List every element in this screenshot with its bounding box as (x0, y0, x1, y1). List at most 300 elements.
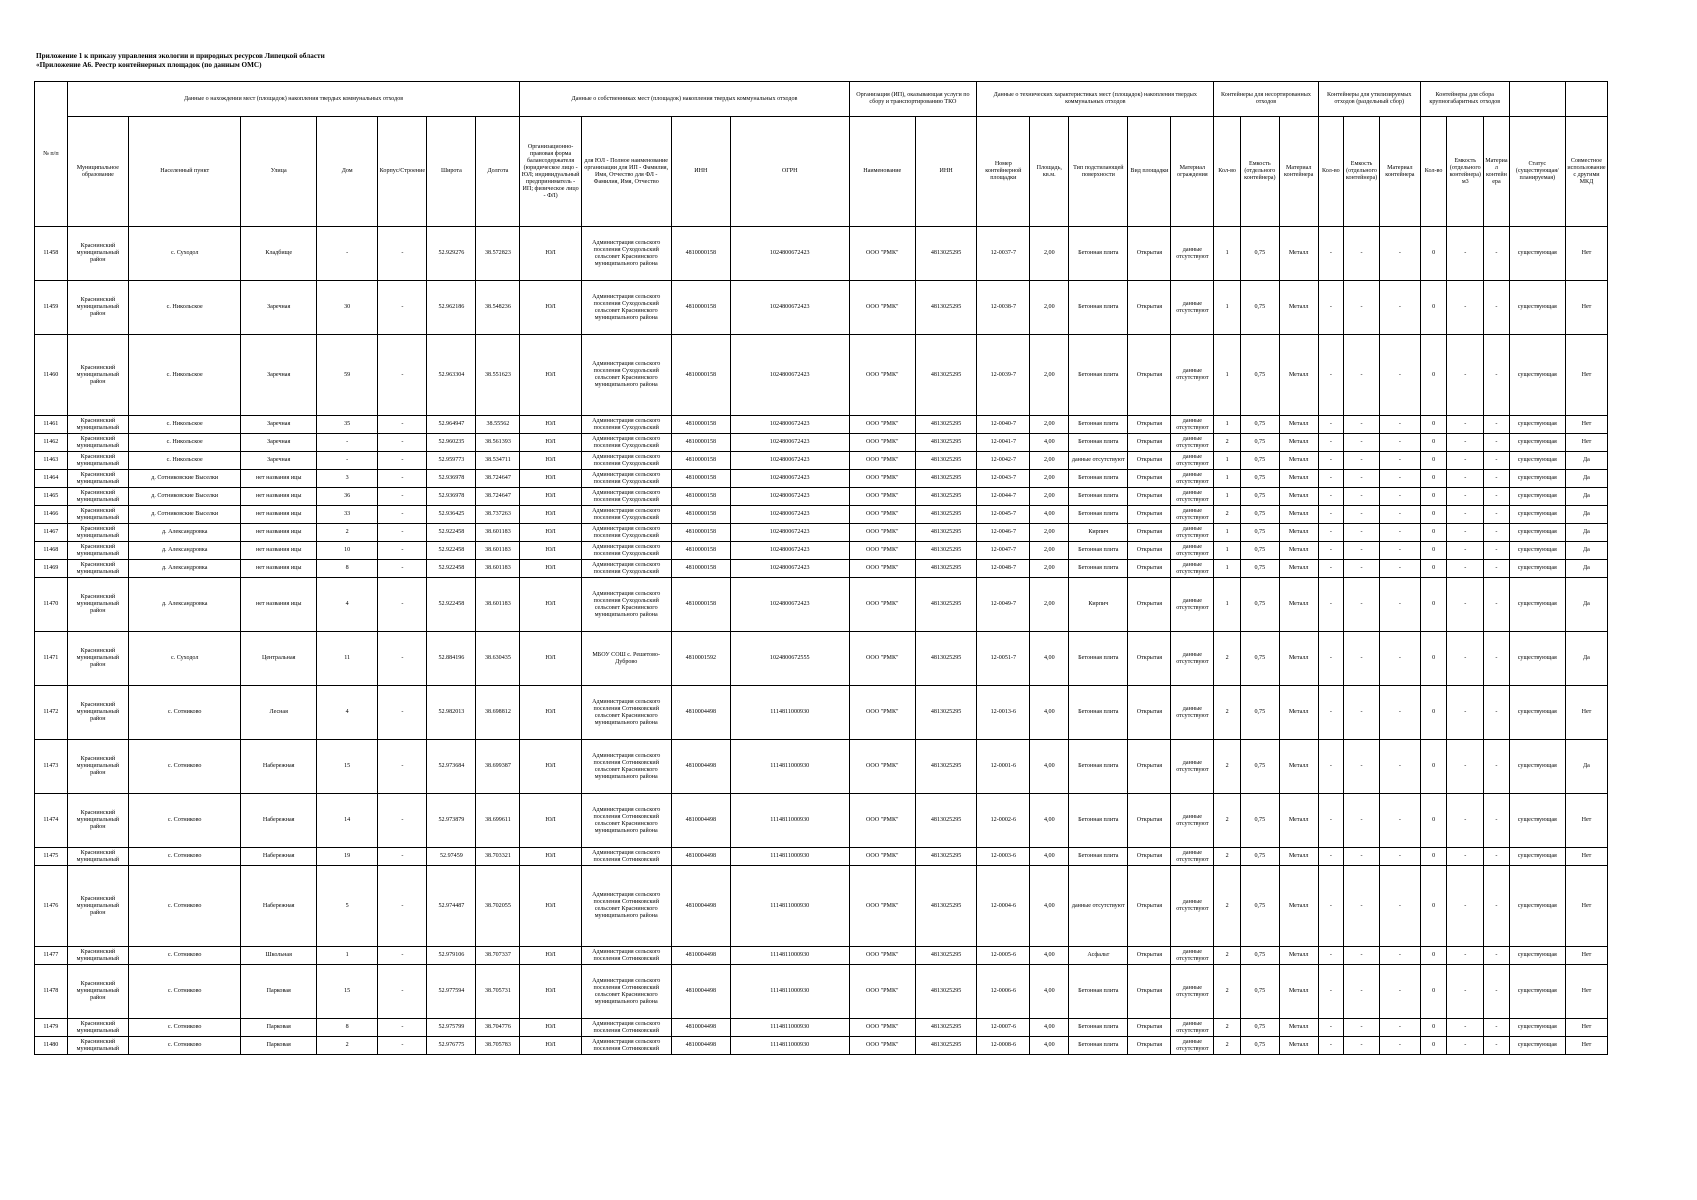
table-header (35, 82, 1608, 227)
table-cell: 4813025295 (915, 416, 976, 434)
table-cell: 38.572823 (476, 227, 520, 281)
table-row (35, 686, 1608, 740)
table-cell: 52.982013 (427, 686, 476, 740)
table-cell: Администрация сельского поселения Суходольский (581, 506, 671, 524)
table-cell: 0 (1420, 335, 1447, 416)
table-cell: 2 (1214, 686, 1241, 740)
table-cell: Набережная (241, 866, 317, 947)
table-cell: Открытая (1128, 335, 1171, 416)
table-cell: 4813025295 (915, 686, 976, 740)
col-qty: Кол-во (1214, 117, 1241, 227)
table-cell: - (1484, 434, 1510, 452)
table-cell: - (378, 335, 427, 416)
table-cell: 0,75 (1240, 281, 1279, 335)
table-cell: Металл (1279, 965, 1318, 1019)
table-cell: - (1447, 848, 1484, 866)
table-cell: данные отсутствуют (1171, 1019, 1214, 1037)
table-row (35, 434, 1608, 452)
table-cell: Бетонная плита (1069, 434, 1128, 452)
table-cell: - (1318, 416, 1344, 434)
table-cell: 4813025295 (915, 1019, 976, 1037)
table-cell: Краснинский муниципальный район (67, 227, 128, 281)
table-cell: 0 (1420, 632, 1447, 686)
table-cell: ООО "РМК" (849, 416, 915, 434)
table-cell: - (1344, 524, 1380, 542)
table-cell: Нет (1565, 227, 1607, 281)
table-cell: - (1344, 740, 1380, 794)
table-cell: 4813025295 (915, 470, 976, 488)
table-cell: 11458 (35, 227, 68, 281)
table-cell: Бетонная плита (1069, 488, 1128, 506)
table-cell: 1114811000930 (730, 794, 849, 848)
table-cell: Краснинский муниципальный (67, 524, 128, 542)
table-cell: 15 (317, 740, 378, 794)
table-cell: - (378, 1019, 427, 1037)
table-cell: 8 (317, 1019, 378, 1037)
table-cell: 12-0049-7 (977, 578, 1030, 632)
table-cell: 11467 (35, 524, 68, 542)
table-cell: Школьная (241, 947, 317, 965)
table-cell: существующая (1509, 542, 1565, 560)
table-cell: Открытая (1128, 794, 1171, 848)
table-cell: д. Александровка (129, 524, 241, 542)
table-cell: с. Сотниково (129, 686, 241, 740)
table-cell: 1 (1214, 560, 1241, 578)
table-cell: - (1379, 524, 1420, 542)
table-cell: Да (1565, 524, 1607, 542)
table-cell: существующая (1509, 947, 1565, 965)
table-cell: 12-0038-7 (977, 281, 1030, 335)
col-shared: Совместное использование с другими МКД (1565, 117, 1607, 227)
table-cell: Парковая (241, 965, 317, 1019)
table-cell: Металл (1279, 560, 1318, 578)
col-latitude: Широта (427, 117, 476, 227)
table-cell: 11476 (35, 866, 68, 947)
table-cell: нет названия ицы (241, 578, 317, 632)
table-cell: - (1447, 470, 1484, 488)
table-cell: 4810000158 (671, 281, 730, 335)
table-cell: с. Сотниково (129, 848, 241, 866)
table-cell: 11468 (35, 542, 68, 560)
table-row (35, 335, 1608, 416)
table-cell: ЮЛ (520, 740, 581, 794)
table-cell: 11464 (35, 470, 68, 488)
table-cell: 4813025295 (915, 524, 976, 542)
table-cell: - (1484, 965, 1510, 1019)
table-cell: 38.561393 (476, 434, 520, 452)
table-cell: Администрация сельского поселения Сотниковский сельсовет Краснинского муниципального района (581, 740, 671, 794)
group-header-row (35, 82, 1608, 117)
group-bulky: Контейнеры для сбора крупногабаритных отходов (1420, 82, 1509, 117)
table-cell: 0 (1420, 740, 1447, 794)
table-cell: Открытая (1128, 686, 1171, 740)
table-cell: - (1379, 632, 1420, 686)
table-cell: Администрация сельского поселения Сотниковский сельсовет Краснинского муниципального района (581, 794, 671, 848)
header-line-1: Приложение 1 к приказу управления экологии и природных ресурсов Липецкой области (36, 52, 325, 60)
col-org-name: Наименование (849, 117, 915, 227)
table-cell: - (1344, 281, 1380, 335)
table-cell: данные отсутствуют (1171, 416, 1214, 434)
table-cell: Открытая (1128, 434, 1171, 452)
table-cell: Асфальт (1069, 947, 1128, 965)
table-cell: 38.704776 (476, 1019, 520, 1037)
table-cell: Открытая (1128, 1019, 1171, 1037)
table-cell: - (1484, 470, 1510, 488)
table-cell: - (1318, 506, 1344, 524)
table-cell: 52.97459 (427, 848, 476, 866)
table-cell: - (378, 947, 427, 965)
table-cell: Открытая (1128, 281, 1171, 335)
table-row (35, 1019, 1608, 1037)
table-cell: - (1447, 794, 1484, 848)
table-cell: 52.936978 (427, 488, 476, 506)
table-cell: 0 (1420, 542, 1447, 560)
table-cell: д. Сотниковские Выселки (129, 506, 241, 524)
table-cell: 12-0002-6 (977, 794, 1030, 848)
table-cell: существующая (1509, 686, 1565, 740)
table-cell: существующая (1509, 632, 1565, 686)
col-material-bulky: Материал контейнера (1484, 117, 1510, 227)
table-cell: - (378, 281, 427, 335)
table-cell: 1114811000930 (730, 848, 849, 866)
table-cell: Металл (1279, 488, 1318, 506)
table-cell: 0,75 (1240, 686, 1279, 740)
table-cell: - (317, 434, 378, 452)
table-cell: Администрация сельского поселения Сотниковский (581, 848, 671, 866)
table-cell: - (1344, 965, 1380, 1019)
table-cell: 36 (317, 488, 378, 506)
table-cell: Металл (1279, 524, 1318, 542)
table-cell: 12-0046-7 (977, 524, 1030, 542)
table-cell: 1024800672555 (730, 632, 849, 686)
table-cell: 4813025295 (915, 740, 976, 794)
table-cell: Бетонная плита (1069, 227, 1128, 281)
table-cell: ЮЛ (520, 794, 581, 848)
table-cell: ООО "РМК" (849, 686, 915, 740)
table-cell: с. Суходол (129, 227, 241, 281)
table-cell: ЮЛ (520, 416, 581, 434)
table-cell: Краснинский муниципальный (67, 947, 128, 965)
table-cell: 1024800672423 (730, 281, 849, 335)
table-cell: Металл (1279, 866, 1318, 947)
table-cell: 2 (1214, 740, 1241, 794)
table-cell: - (1484, 335, 1510, 416)
table-cell: существующая (1509, 1019, 1565, 1037)
table-cell: - (1318, 452, 1344, 470)
table-cell: 0 (1420, 281, 1447, 335)
table-cell: - (1344, 470, 1380, 488)
header-line-2: «Приложение А6. Реестр контейнерных площадок (по данным ОМС) (36, 61, 262, 69)
table-cell: - (1318, 578, 1344, 632)
table-cell: нет названия ицы (241, 560, 317, 578)
group-unsorted: Контейнеры для несортированных отходов (1214, 82, 1318, 117)
table-cell: Открытая (1128, 965, 1171, 1019)
table-cell: - (378, 452, 427, 470)
table-cell: Да (1565, 470, 1607, 488)
table-cell: Бетонная плита (1069, 794, 1128, 848)
table-cell: - (378, 848, 427, 866)
table-cell: с. Сотниково (129, 866, 241, 947)
table-row (35, 452, 1608, 470)
table-cell: 52.922458 (427, 542, 476, 560)
table-cell: ЮЛ (520, 227, 581, 281)
table-cell: 11477 (35, 947, 68, 965)
table-cell: ЮЛ (520, 848, 581, 866)
table-cell: существующая (1509, 740, 1565, 794)
table-cell: 52.922458 (427, 578, 476, 632)
table-cell: - (1447, 281, 1484, 335)
table-cell: Металл (1279, 227, 1318, 281)
table-cell: ЮЛ (520, 1037, 581, 1055)
table-cell: Открытая (1128, 524, 1171, 542)
table-cell: 2 (317, 1037, 378, 1055)
table-cell: 2 (1214, 794, 1241, 848)
table-cell: - (1318, 524, 1344, 542)
table-cell: МБОУ СОШ с. Решетово-Дуброво (581, 632, 671, 686)
table-cell: Нет (1565, 416, 1607, 434)
table-cell: с. Сотниково (129, 947, 241, 965)
table-row (35, 416, 1608, 434)
table-cell: 0,75 (1240, 434, 1279, 452)
table-cell: Краснинский муниципальный район (67, 686, 128, 740)
table-cell: Краснинский муниципальный район (67, 965, 128, 1019)
table-cell: - (1484, 506, 1510, 524)
table-cell: Открытая (1128, 542, 1171, 560)
table-cell: 4,00 (1030, 965, 1069, 1019)
table-cell: - (1447, 947, 1484, 965)
table-cell: 52.963304 (427, 335, 476, 416)
table-cell: 52.960235 (427, 434, 476, 452)
table-cell: 0 (1420, 470, 1447, 488)
table-cell: 52.973684 (427, 740, 476, 794)
table-cell: 2,00 (1030, 542, 1069, 560)
table-cell: 12-0051-7 (977, 632, 1030, 686)
table-cell: 1114811000930 (730, 1037, 849, 1055)
table-cell: 0 (1420, 227, 1447, 281)
table-cell: Заречная (241, 434, 317, 452)
table-cell: существующая (1509, 227, 1565, 281)
table-cell: 38.548236 (476, 281, 520, 335)
table-cell: Бетонная плита (1069, 542, 1128, 560)
table-cell: - (1447, 227, 1484, 281)
table-cell: Парковая (241, 1037, 317, 1055)
table-cell: 4813025295 (915, 542, 976, 560)
table-cell: 2 (1214, 947, 1241, 965)
table-cell: - (1484, 542, 1510, 560)
col-street: Улица (241, 117, 317, 227)
table-cell: - (1484, 740, 1510, 794)
table-row (35, 488, 1608, 506)
table-cell: - (1379, 227, 1420, 281)
table-row (35, 227, 1608, 281)
table-cell: - (378, 578, 427, 632)
table-cell: 12-0013-6 (977, 686, 1030, 740)
table-cell: 4,00 (1030, 740, 1069, 794)
table-cell: - (1447, 524, 1484, 542)
table-row (35, 560, 1608, 578)
table-cell: Краснинский муниципальный район (67, 794, 128, 848)
table-cell: - (1379, 794, 1420, 848)
table-cell: 38.699611 (476, 794, 520, 848)
table-cell: ЮЛ (520, 542, 581, 560)
table-cell: 0 (1420, 947, 1447, 965)
table-cell: 1114811000930 (730, 740, 849, 794)
table-cell: с. Суходол (129, 632, 241, 686)
table-cell: 5 (317, 866, 378, 947)
table-cell: данные отсутствуют (1171, 740, 1214, 794)
table-cell: 4813025295 (915, 434, 976, 452)
table-cell: - (1447, 866, 1484, 947)
table-cell: 4810000158 (671, 488, 730, 506)
table-cell: - (1484, 1037, 1510, 1055)
table-cell: 1024800672423 (730, 335, 849, 416)
table-cell: 0 (1420, 965, 1447, 1019)
table-cell: Администрация сельского поселения Суходольский сельсовет Краснинского муниципального района (581, 578, 671, 632)
table-cell: - (1379, 947, 1420, 965)
table-cell: 0,75 (1240, 1037, 1279, 1055)
table-cell: - (1447, 335, 1484, 416)
table-cell: данные отсутствуют (1171, 542, 1214, 560)
table-cell: Да (1565, 740, 1607, 794)
table-cell: 52.959773 (427, 452, 476, 470)
table-cell: 38.534711 (476, 452, 520, 470)
table-cell: ЮЛ (520, 686, 581, 740)
table-cell: - (1379, 686, 1420, 740)
table-cell: с. Никольское (129, 416, 241, 434)
table-cell: Нет (1565, 1019, 1607, 1037)
table-cell: Нет (1565, 434, 1607, 452)
table-cell: 1024800672423 (730, 524, 849, 542)
table-cell: данные отсутствуют (1171, 866, 1214, 947)
table-cell: - (1447, 965, 1484, 1019)
table-cell: 4,00 (1030, 1019, 1069, 1037)
table-cell: 4813025295 (915, 281, 976, 335)
registry-table (34, 81, 1608, 1055)
table-cell: 2 (1214, 848, 1241, 866)
table-cell: - (378, 632, 427, 686)
table-cell: 11479 (35, 1019, 68, 1037)
table-cell: - (1484, 578, 1510, 632)
col-org-inn: ИНН (915, 117, 976, 227)
col-material: Материал контейнера (1279, 117, 1318, 227)
table-cell: Бетонная плита (1069, 632, 1128, 686)
table-cell: - (1447, 416, 1484, 434)
table-cell: ЮЛ (520, 488, 581, 506)
table-row (35, 965, 1608, 1019)
table-cell: - (1318, 1037, 1344, 1055)
table-cell: - (1318, 794, 1344, 848)
table-cell: 12-0048-7 (977, 560, 1030, 578)
table-cell: с. Сотниково (129, 794, 241, 848)
table-cell: 1024800672423 (730, 416, 849, 434)
table-cell: Кладбище (241, 227, 317, 281)
table-cell: Металл (1279, 542, 1318, 560)
table-row (35, 542, 1608, 560)
table-cell: данные отсутствуют (1069, 452, 1128, 470)
table-cell: 4,00 (1030, 866, 1069, 947)
table-cell: 38.724647 (476, 488, 520, 506)
table-cell: данные отсутствуют (1171, 947, 1214, 965)
table-cell: 11460 (35, 335, 68, 416)
table-cell: 2,00 (1030, 416, 1069, 434)
table-cell: 1024800672423 (730, 542, 849, 560)
table-cell: 1024800672423 (730, 578, 849, 632)
table-row (35, 281, 1608, 335)
table-cell: Металл (1279, 1019, 1318, 1037)
table-cell: 1114811000930 (730, 866, 849, 947)
table-body (35, 227, 1608, 1055)
table-cell: 1 (1214, 470, 1241, 488)
table-cell: 2 (1214, 506, 1241, 524)
table-cell: 4813025295 (915, 560, 976, 578)
col-status: Статус (существующая/ планируемая) (1509, 117, 1565, 227)
table-cell: - (1379, 740, 1420, 794)
table-cell: 12-0006-6 (977, 965, 1030, 1019)
table-cell: Нет (1565, 947, 1607, 965)
table-cell: с. Сотниково (129, 740, 241, 794)
table-cell: с. Сотниково (129, 1037, 241, 1055)
table-cell: данные отсутствуют (1171, 488, 1214, 506)
table-cell: нет названия ицы (241, 470, 317, 488)
group-organization: Организация (ИП), оказывающая услуги по сбору и транспортированию ТКО (849, 82, 977, 117)
table-cell: 4,00 (1030, 686, 1069, 740)
table-cell: существующая (1509, 578, 1565, 632)
table-cell: 12-0040-7 (977, 416, 1030, 434)
table-cell: Нет (1565, 686, 1607, 740)
table-cell: Металл (1279, 848, 1318, 866)
table-cell: 0 (1420, 794, 1447, 848)
table-cell: существующая (1509, 281, 1565, 335)
table-cell: 4810004498 (671, 866, 730, 947)
table-cell: - (1447, 452, 1484, 470)
table-cell: существующая (1509, 470, 1565, 488)
table-cell: - (1318, 434, 1344, 452)
table-cell: - (1379, 866, 1420, 947)
table-cell: 52.922458 (427, 524, 476, 542)
table-cell: д. Александровка (129, 542, 241, 560)
table-cell: - (1484, 227, 1510, 281)
table-cell: 12-0007-6 (977, 1019, 1030, 1037)
table-cell: Нет (1565, 281, 1607, 335)
table-row (35, 740, 1608, 794)
table-cell: Нет (1565, 1037, 1607, 1055)
table-cell: 2,00 (1030, 281, 1069, 335)
table-cell: Краснинский муниципальный (67, 452, 128, 470)
table-cell: данные отсутствуют (1171, 506, 1214, 524)
table-cell: - (1484, 281, 1510, 335)
table-cell: 4 (317, 686, 378, 740)
table-cell: ЮЛ (520, 524, 581, 542)
table-cell: 0,75 (1240, 848, 1279, 866)
table-cell: 52.884196 (427, 632, 476, 686)
table-cell: - (1484, 866, 1510, 947)
table-cell: 52.964947 (427, 416, 476, 434)
table-cell: с. Сотниково (129, 965, 241, 1019)
col-building: Корпус/Строение (378, 117, 427, 227)
table-cell: 4810004498 (671, 848, 730, 866)
table-cell: - (1344, 560, 1380, 578)
table-cell: Металл (1279, 335, 1318, 416)
table-cell: - (1379, 470, 1420, 488)
table-row (35, 1037, 1608, 1055)
table-cell: 4810004498 (671, 740, 730, 794)
table-cell: 19 (317, 848, 378, 866)
col-fence: Материал ограждения (1171, 117, 1214, 227)
table-cell: 12-0043-7 (977, 470, 1030, 488)
table-cell: 0,75 (1240, 506, 1279, 524)
table-cell: 12-0003-6 (977, 848, 1030, 866)
group-owner: Данные о собственниках мест (площадок) накопления твердых коммунальных отходов (520, 82, 849, 117)
